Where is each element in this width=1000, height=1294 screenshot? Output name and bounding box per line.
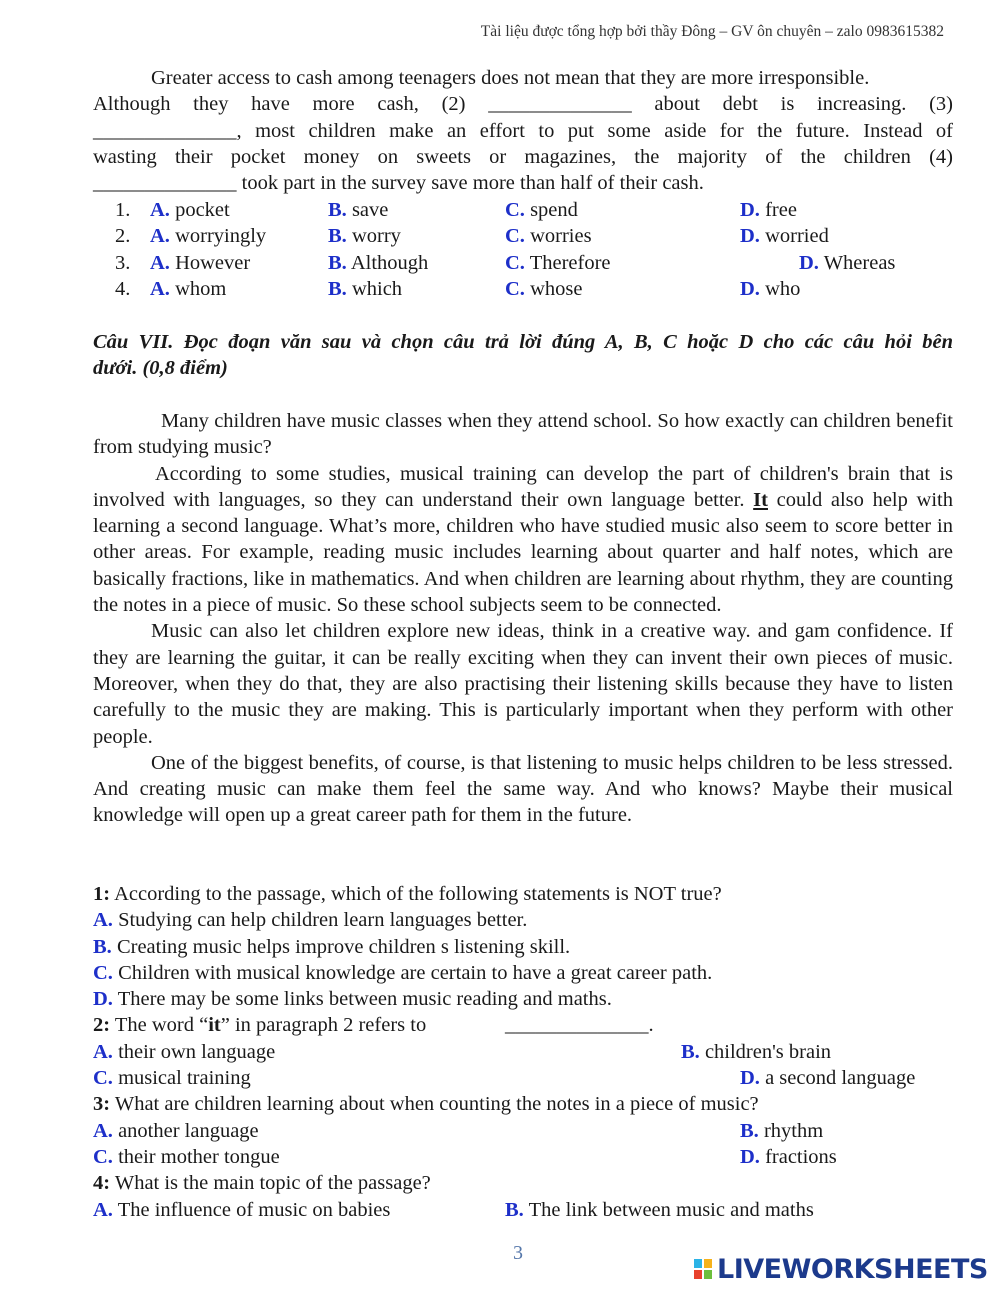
logo-text: LIVEWORKSHEETS — [717, 1253, 988, 1285]
q2-option-d[interactable]: D. a second language — [740, 1067, 916, 1090]
option-num: 4. — [115, 277, 131, 300]
q3-option-c[interactable]: C. their mother tongue — [93, 1145, 280, 1168]
option-d[interactable]: D. worried — [740, 225, 829, 248]
option-a[interactable]: A. pocket — [150, 199, 230, 221]
option-c[interactable]: C. spend — [505, 199, 578, 221]
q1-option-c[interactable]: C. Children with musical knowledge are certain to have a great career path. — [93, 961, 713, 984]
option-d[interactable]: D. free — [740, 199, 797, 221]
passage-2-paragraph-3: Music can also let children explore new ideas, think in a creative way. and gam confidence. If they are learning the guitar, it can be really exciting when they can invent their own pieces of music. Moreover, when they do that, they are also practising their listening skills because they have to listen carefully to the music they are making. This is particularly important when they perform with other people. — [93, 620, 953, 748]
passage-2-paragraph-4: One of the biggest benefits, of course, is that listening to music helps children to be less stressed. And creating music can make them feel the same way. And who knows? Maybe their musical knowledge will open up a great career path for them in the future. — [93, 751, 953, 827]
options-table — [93, 197, 953, 302]
passage-2-paragraph-2: According to some studies, musical training can develop the part of children's brain that is involved with languages, so they can understand their own language better. It could also help with learning a second language. What’s more, children who have studied music also seem to score better in other areas. For example, reading music includes learning about quarter and half notes, which are basically fractions, like in mathematics. And when children are learning about rhythm, they are counting the notes in a piece of music. So these school subjects seem to be connected. — [93, 462, 953, 617]
passage-1-line-2: Although they have more cash, (2) ______________ about debt is increasing. (3) — [93, 93, 953, 116]
option-row-4 — [93, 276, 953, 302]
section-title-line-1: Câu VII. Đọc đoạn văn sau và chọn câu trả lời đúng A, B, C hoặc D cho các câu hỏi bên — [93, 331, 953, 353]
option-c[interactable]: C. Therefore — [505, 251, 611, 274]
q1-option-d[interactable]: D. There may be some links between music reading and maths. — [93, 988, 612, 1011]
passage-1 — [93, 65, 953, 196]
q4-option-a[interactable]: A. The influence of music on babies — [93, 1198, 391, 1221]
option-num: 3. — [115, 251, 131, 274]
q2-option-a[interactable]: A. their own language — [93, 1040, 276, 1063]
option-d[interactable]: D. Whereas — [799, 251, 896, 274]
option-b[interactable]: B. which — [328, 277, 403, 300]
header-credit: Tài liệu được tổng hợp bởi thầy Đông – GV ôn chuyên – zalo 0983615382 — [480, 23, 944, 40]
passage-1-line-1: Greater access to cash among teenagers does not mean that they are more irresponsible. — [151, 67, 870, 89]
passage-2 — [93, 408, 953, 829]
section-title-line-2: dưới. (0,8 điểm) — [93, 357, 228, 380]
option-row-3 — [93, 250, 953, 276]
option-d[interactable]: D. who — [740, 277, 801, 300]
option-row-1 — [93, 197, 953, 223]
section-7-title — [93, 329, 953, 382]
passage-1-line-5: ______________ took part in the survey save more than half of their cash. — [93, 172, 704, 195]
q2-option-c[interactable]: C. musical training — [93, 1067, 251, 1090]
option-c[interactable]: C. whose — [505, 277, 583, 300]
q3-option-a[interactable]: A. another language — [93, 1119, 259, 1142]
q4-option-b[interactable]: B. The link between music and maths — [505, 1198, 814, 1221]
question-2: 2: The word “it” in paragraph 2 refers to ______________. — [93, 1012, 953, 1038]
q1-option-a[interactable]: A. Studying can help children learn languages better. — [93, 909, 528, 932]
option-a[interactable]: A. worryingly — [150, 225, 267, 248]
option-c[interactable]: C. worries — [505, 225, 592, 248]
logo-grid-icon — [693, 1258, 713, 1280]
option-num: 2. — [115, 225, 131, 248]
passage-1-line-4: wasting their pocket money on sweets or magazines, the majority of the children (4) — [93, 145, 953, 168]
option-b[interactable]: B. worry — [328, 225, 401, 248]
passage-1-line-3: ______________, most children make an effort to put some aside for the future. Instead of — [93, 119, 953, 142]
liveworksheets-logo — [693, 1253, 988, 1285]
q3-option-d[interactable]: D. fractions — [740, 1145, 837, 1168]
question-3: 3: What are children learning about when counting the notes in a piece of music? — [93, 1093, 759, 1116]
q3-option-b[interactable]: B. rhythm — [740, 1119, 824, 1142]
option-b[interactable]: B. Although — [328, 251, 429, 274]
referenced-word-it: It — [753, 488, 768, 511]
option-b[interactable]: B. save — [328, 199, 389, 221]
q2-option-b[interactable]: B. children's brain — [681, 1040, 832, 1063]
q2-blank[interactable]: ______________. — [505, 1014, 654, 1037]
questions — [93, 881, 953, 1223]
question-1: 1: According to the passage, which of the following statements is NOT true? — [93, 883, 722, 905]
question-4: 4: What is the main topic of the passage? — [93, 1172, 431, 1195]
option-row-2 — [93, 223, 953, 249]
passage-2-paragraph-1: Many children have music classes when they attend school. So how exactly can children benefit from studying music? — [93, 410, 953, 459]
option-a[interactable]: A. whom — [150, 277, 227, 300]
q1-option-b[interactable]: B. Creating music helps improve children s listening skill. — [93, 935, 571, 958]
option-num: 1. — [115, 199, 131, 221]
page-number: 3 — [513, 1242, 523, 1264]
option-a[interactable]: A. However — [150, 251, 251, 274]
